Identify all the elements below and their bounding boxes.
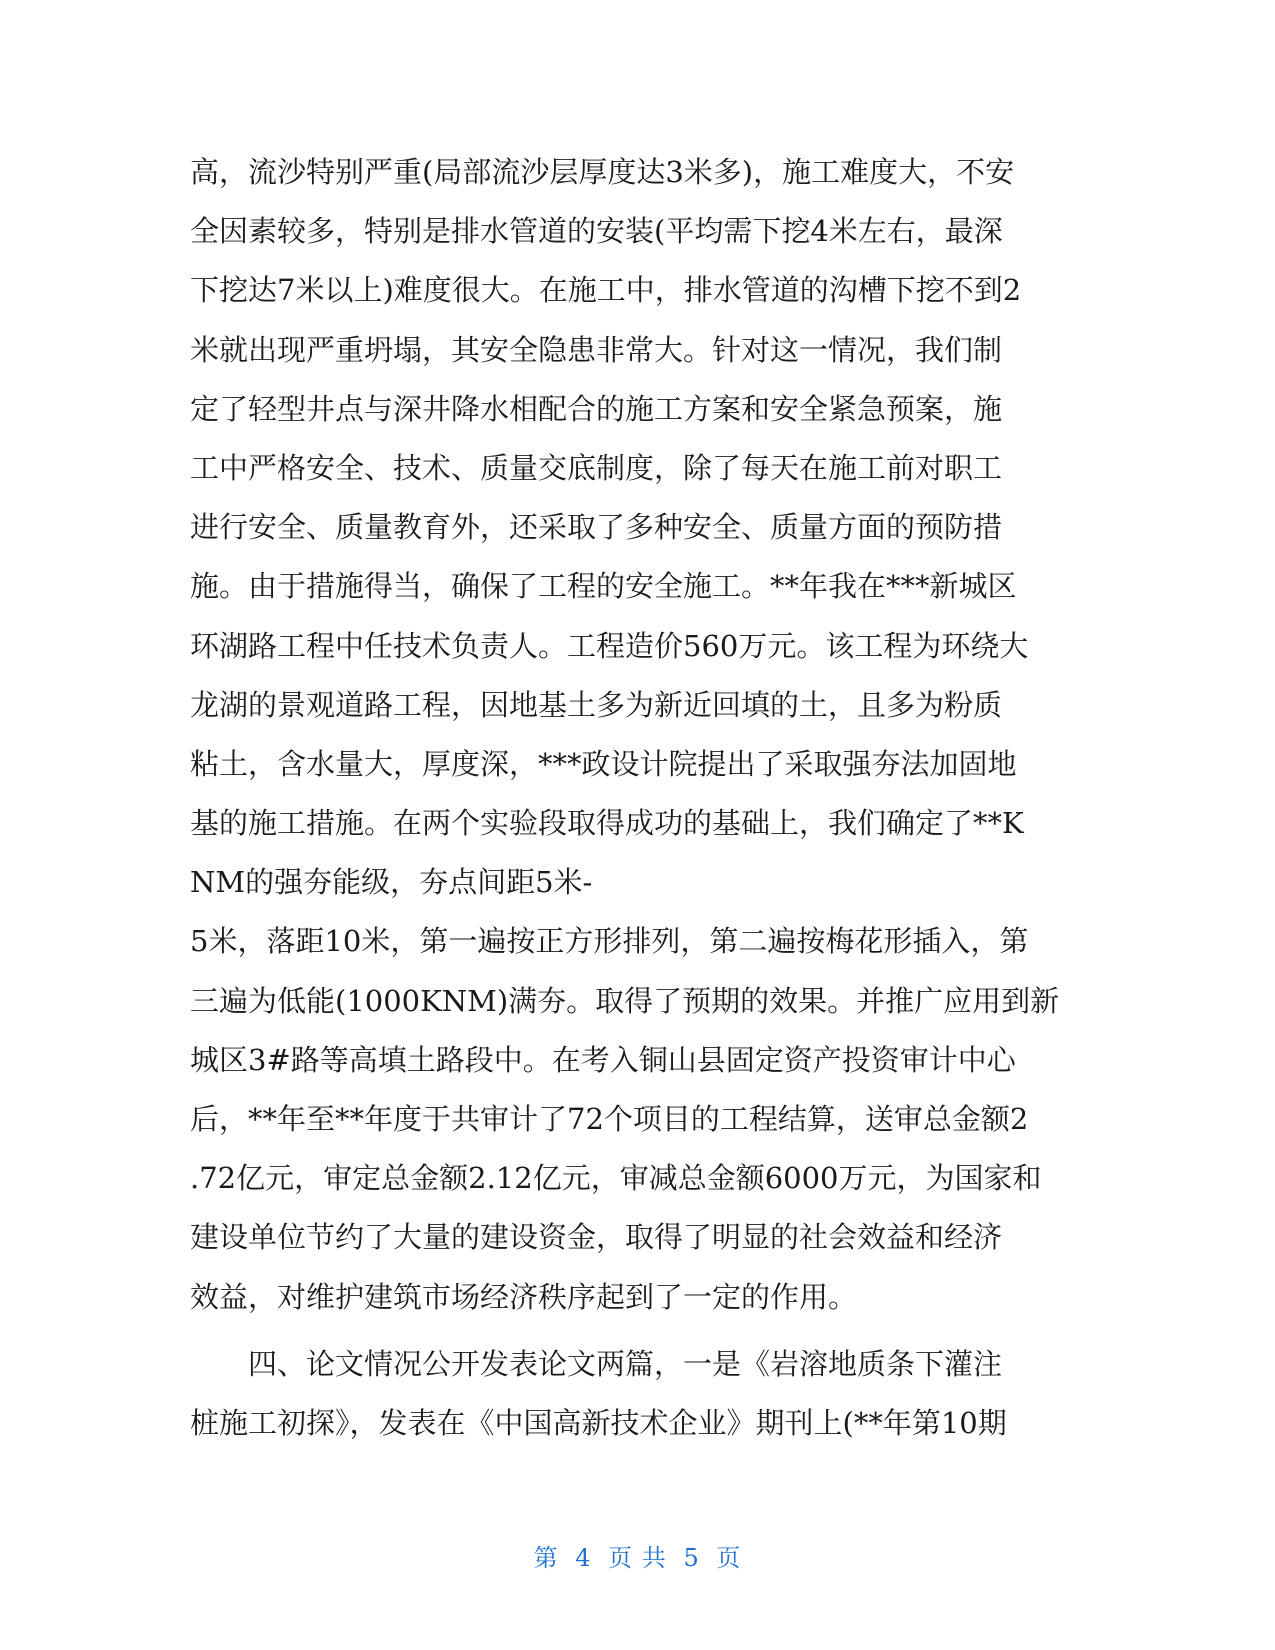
text-line: 建设单位节约了大量的建设资金，取得了明显的社会效益和经济 <box>190 1220 1003 1255</box>
text-line: .72亿元，审定总金额2.12亿元，审减总金额6000万元，为国家和 <box>190 1161 1042 1196</box>
text-line: 米就出现严重坍塌，其安全隐患非常大。针对这一情况，我们制 <box>190 332 1003 367</box>
footer-suffix: 页 <box>716 1544 742 1572</box>
text-line: 5米，落距10米，第一遍按正方形排列，第二遍按梅花形插入，第 <box>190 924 1029 959</box>
current-page-number: 4 <box>575 1544 592 1572</box>
text-line: 龙湖的景观道路工程，因地基土多为新近回填的土，且多为粉质 <box>190 687 1003 722</box>
paragraph-start-line: 四、论文情况公开发表论文两篇，一是《岩溶地质条下灌注 <box>248 1346 1003 1381</box>
body-text <box>190 143 1080 1453</box>
text-line: 下挖达7米以上)难度很大。在施工中，排水管道的沟槽下挖不到2 <box>190 273 1022 308</box>
text-line: 后，**年至**年度于共审计了72个项目的工程结算，送审总金额2 <box>190 1102 1029 1136</box>
text-line: 高，流沙特别严重(局部流沙层厚度达3米多)，施工难度大，不安 <box>190 155 1015 189</box>
text-line: 粘土，含水量大，厚度深，***政设计院提出了采取强夯法加固地 <box>190 746 1017 781</box>
text-line: 效益，对维护建筑市场经济秩序起到了一定的作用。 <box>190 1279 858 1314</box>
total-pages-number: 5 <box>683 1544 700 1572</box>
text-line: NM的强夯能级，夯点间距5米- <box>190 865 593 900</box>
text-line: 进行安全、质量教育外，还采取了多种安全、质量方面的预防措 <box>190 510 1003 545</box>
text-line: 工中严格安全、技术、质量交底制度，除了每天在施工前对职工 <box>190 450 1003 485</box>
footer-prefix: 第 <box>533 1544 559 1572</box>
text-line: 环湖路工程中任技术负责人。工程造价560万元。该工程为环绕大 <box>190 628 1029 663</box>
page-footer <box>0 1538 1275 1573</box>
text-line: 全因素较多，特别是排水管道的安装(平均需下挖4米左右，最深 <box>190 214 1003 249</box>
footer-middle: 页 共 <box>608 1544 667 1572</box>
text-line: 桩施工初探》，发表在《中国高新技术企业》期刊上(**年第10期 <box>190 1405 1007 1440</box>
text-line: 施。由于措施得当，确保了工程的安全施工。**年我在***新城区 <box>190 569 1017 604</box>
text-line: 城区3#路等高填土路段中。在考入铜山县固定资产投资审计中心 <box>190 1042 1016 1077</box>
text-line: 基的施工措施。在两个实验段取得成功的基础上，我们确定了**K <box>190 806 1024 841</box>
text-line: 三遍为低能(1000KNM)满夯。取得了预期的效果。并推广应用到新 <box>190 983 1060 1018</box>
text-line: 定了轻型井点与深井降水相配合的施工方案和安全紧急预案，施 <box>190 391 1003 426</box>
